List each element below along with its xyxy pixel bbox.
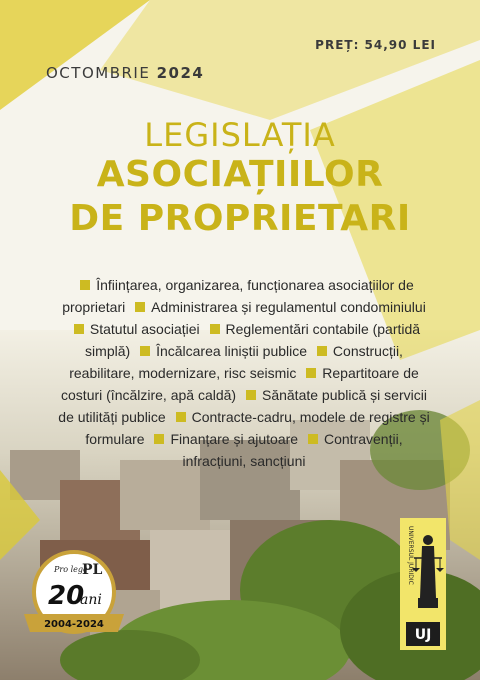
topics-list [54, 274, 434, 472]
price-label: PREȚ: 54,90 LEI [315, 38, 436, 52]
badge-years: 20 [48, 581, 85, 611]
publisher-logo-icon [400, 518, 446, 650]
title-line-3: DE PROPRIETARI [69, 198, 411, 239]
bullet-square-icon [210, 324, 220, 334]
anniversary-badge-icon [18, 548, 130, 642]
topic-item: Încălcarea liniștii publice [156, 343, 308, 359]
badge-years-word: ani [80, 592, 102, 608]
bullet-square-icon [317, 346, 327, 356]
badge-range: 2004-2024 [44, 619, 104, 630]
bullet-square-icon [135, 302, 145, 312]
topic-item: Contracte-cadru, modele de registre și formulare [85, 409, 430, 447]
topic-item: Înființarea, organizarea, funcționarea asociațiilor de proprietari [62, 277, 414, 315]
bullet-square-icon [306, 368, 316, 378]
edition-year: 2024 [156, 64, 205, 82]
topic-item: Administrarea și regulamentul condominiului [151, 299, 426, 315]
bullet-square-icon [154, 434, 164, 444]
edition-month: OCTOMBRIE [46, 64, 151, 82]
edition-date [46, 64, 204, 82]
bullet-square-icon [308, 434, 318, 444]
publisher-short: UJ [414, 627, 432, 643]
topic-item: Repartitoare de costuri (încălzire, apă caldă) [61, 365, 419, 403]
topic-item: Finanțare și ajutoare [170, 431, 299, 447]
publisher-name: UNIVERSUL JURIDIC [407, 526, 414, 585]
topic-item: Reglementări contabile (partidă simplă) [85, 321, 421, 359]
bullet-square-icon [80, 280, 90, 290]
title-line-2: ASOCIAȚIILOR [96, 154, 384, 195]
badge-brand: Pro lege [54, 565, 88, 574]
bullet-square-icon [74, 324, 84, 334]
bullet-square-icon [140, 346, 150, 356]
title-line-1: LEGISLAȚIA [144, 116, 336, 154]
badge-logo: PL [82, 562, 103, 578]
topic-item: Contravenții, infracțiuni, sancțiuni [182, 431, 403, 469]
topic-item: Sănătate publică și servicii de utilități publice [58, 387, 427, 425]
topic-item: Statutul asociației [89, 321, 200, 337]
topic-item: Construcții, reabilitare, modernizare, risc seismic [69, 343, 403, 381]
bullet-square-icon [246, 390, 256, 400]
bullet-square-icon [176, 412, 186, 422]
